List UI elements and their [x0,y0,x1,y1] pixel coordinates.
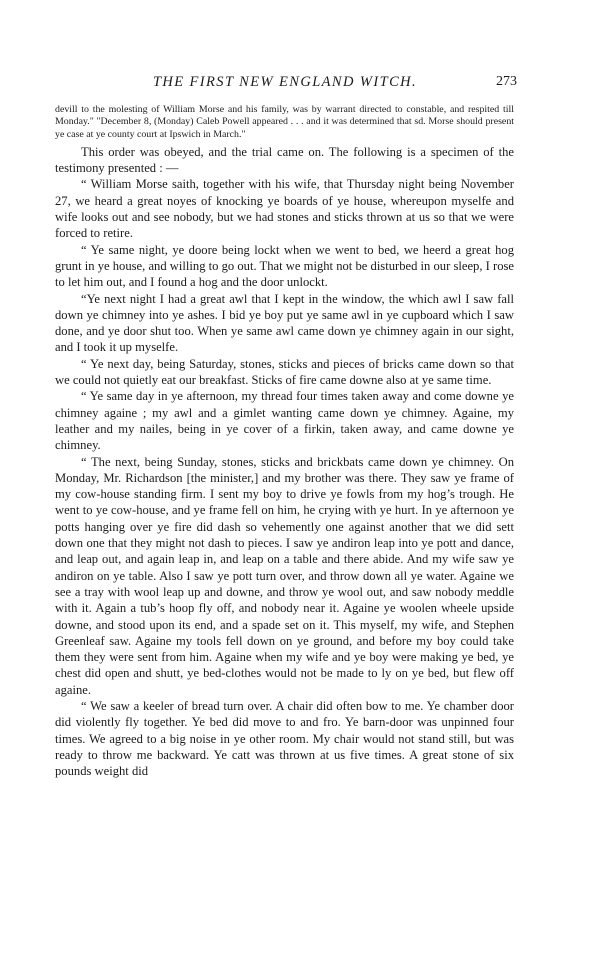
page-header [55,74,515,94]
paragraph: “ Ye next day, being Saturday, stones, sticks and pieces of bricks came down so that we could not quietly eat our breakfast. Sticks of fire came downe also at ye same time. [55,356,514,388]
running-title: THE FIRST NEW ENGLAND WITCH. [152,74,418,90]
page-number: 273 [496,74,517,89]
paragraph: This order was obeyed, and the trial came on. The following is a specimen of the testimony presented : — [55,144,514,176]
paragraph: “Ye next night I had a great awl that I kept in the window, the which awl I saw fall down ye chimney into ye ashes. I bid ye boy put ye same awl in ye cupboard which I saw done, and ye door shut too. When ye same awl came down ye chimney again in our sight, and I took it up myselfe. [55,291,514,355]
footnote-continuation: devill to the molesting of William Morse and his family, was by warrant directed to constable, and respited till Monday." "December 8, (Monday) Caleb Powell appeared . . . and it was determined that sd. Morse should present ye case at ye county court at Ipswich in March." [55,104,514,140]
paragraph: “ The next, being Sunday, stones, sticks and brickbats came down ye chimney. On Monday, Mr. Richardson [the minister,] and my brother was there. They saw ye frame of my cow-house standing firm. I sent my boy to drive ye fowls from my hog’s trough. He went to ye cow-house, and ye frame fell on him, he crying with ye hurt. In ye afternoon ye potts hanging over ye fire did dash so vehemently one against another that we did sett down one that they might not dash to pieces. I saw ye andiron leap into ye pott and dance, and leap out, and again leap in, and leap on a table and there abide. And my wife saw ye andiron on ye table. Also I saw ye pott turn over, and throw down all ye water. Againe we see a tray with wool leap up and downe, and throw ye wool out, and saw nobody meddle with it. Again a tub’s hoop fly off, and nobody near it. Againe ye woolen wheele upside downe, and stood upon its end, and a spade set on it. This myself, my wife, and Stephen Greenleaf saw. Againe my tools fell down on ye ground, and before my boy could take them they were sent from him. Againe when my wife and ye boy were making ye bed, ye chest did open and shutt, ye bed-clothes would not be made to ly on ye bed, but flew off againe. [55,454,514,697]
body-text [55,104,514,779]
paragraph: “ Ye same night, ye doore being lockt when we went to bed, we heerd a great hog grunt in ye house, and willing to go out. That we might not be disturbed in our sleep, I rose to let him out, and I found a hog and the door unlockt. [55,242,514,290]
paragraph: “ We saw a keeler of bread turn over. A chair did often bow to me. Ye chamber door did violently fly together. Ye bed did move to and fro. Ye barn-door was unpinned four times. We agreed to a big noise in ye other room. My chair would not stand still, but was ready to throw me backward. Ye catt was thrown at us five times. A great stone of six pounds weight did [55,698,514,779]
paragraph: “ Ye same day in ye afternoon, my thread four times taken away and come downe ye chimney againe ; my awl and a gimlet wanting came down ye chimney. Againe, my leather and my nailes, being in ye cover of a firkin, taken away, and came downe ye chimney. [55,389,514,453]
paragraph: “ William Morse saith, together with his wife, that Thursday night being November 27, we heard a great noyes of knocking ye boards of ye house, whereupon myselfe and wife looks out and see nobody, but we had stones and sticks thrown at us so that we were forced to retire. [55,177,514,241]
